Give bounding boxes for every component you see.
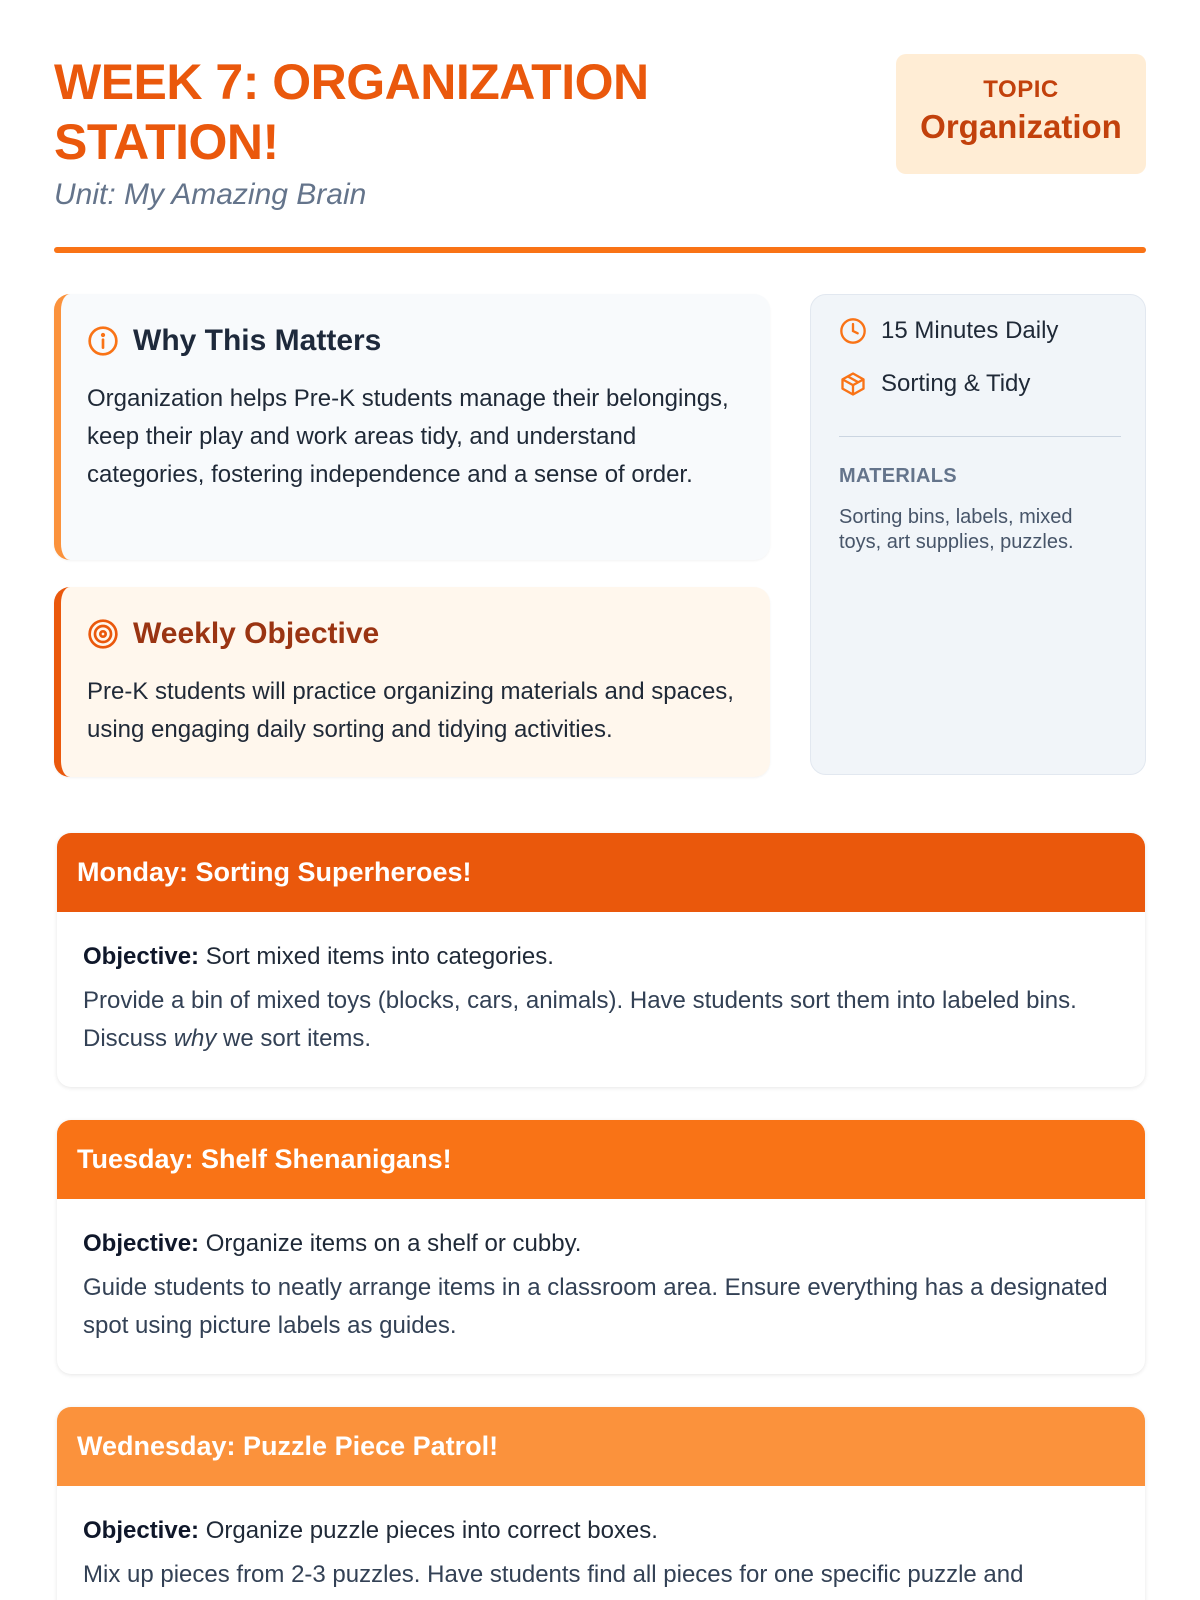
clock-icon bbox=[839, 317, 867, 345]
description-text-end: we sort items. bbox=[216, 1025, 372, 1052]
day-card-wednesday bbox=[57, 1407, 1145, 1600]
description-emphasis: why bbox=[173, 1025, 217, 1052]
page-title: WEEK 7: ORGANIZATION STATION! bbox=[54, 54, 649, 170]
activity-info-panel bbox=[810, 294, 1146, 775]
duration-label: 15 Minutes Daily bbox=[881, 317, 1059, 344]
duration-row bbox=[839, 317, 1058, 345]
objective-text: Organize puzzle pieces into correct boxes. bbox=[199, 1517, 658, 1544]
lesson-plan-page bbox=[54, 0, 1146, 1588]
info-icon bbox=[87, 325, 119, 357]
unit-subtitle: Unit: My Amazing Brain bbox=[54, 178, 367, 211]
objective-card-text: Pre-K students will practice organizing materials and spaces, using engaging daily sorting and tidying activities. bbox=[87, 678, 734, 743]
why-this-matters-card bbox=[54, 294, 770, 560]
page-header bbox=[54, 0, 1146, 254]
day-body bbox=[57, 1486, 1145, 1594]
description-text: Provide a bin of mixed toys (blocks, cars, animals). Have students sort them into labeled bins. Discuss bbox=[83, 987, 1077, 1052]
day-card-monday bbox=[57, 833, 1145, 1087]
materials-list: Sorting bins, labels, mixed toys, art supplies, puzzles. bbox=[839, 506, 1074, 553]
day-title: Wednesday: Puzzle Piece Patrol! bbox=[57, 1407, 1145, 1486]
header-divider bbox=[54, 247, 1146, 253]
day-objective bbox=[83, 942, 1119, 972]
topic-badge bbox=[896, 54, 1146, 174]
topic-label: TOPIC bbox=[983, 76, 1059, 103]
day-body bbox=[57, 1199, 1145, 1345]
objective-label: Objective: bbox=[83, 1517, 200, 1544]
why-card-title: Why This Matters bbox=[133, 324, 382, 357]
day-card-tuesday bbox=[57, 1120, 1145, 1374]
weekly-objective-card bbox=[54, 587, 770, 777]
day-description bbox=[83, 982, 1119, 1058]
day-description: Guide students to neatly arrange items in a classroom area. Ensure everything has a designated spot using picture labels as guides. bbox=[83, 1274, 1108, 1339]
objective-label: Objective: bbox=[83, 943, 200, 970]
target-icon bbox=[87, 618, 119, 650]
activity-type-row bbox=[839, 370, 1030, 398]
topic-value: Organization bbox=[920, 108, 1122, 145]
objective-card-title: Weekly Objective bbox=[133, 617, 380, 650]
day-description: Mix up pieces from 2-3 puzzles. Have students find all pieces for one specific puzzle and bbox=[83, 1561, 1024, 1588]
objective-text: Organize items on a shelf or cubby. bbox=[199, 1230, 582, 1257]
objective-card-header bbox=[87, 617, 379, 651]
day-title: Monday: Sorting Superheroes! bbox=[57, 833, 1145, 912]
day-objective bbox=[83, 1229, 1119, 1259]
day-objective bbox=[83, 1516, 1119, 1546]
objective-text: Sort mixed items into categories. bbox=[199, 943, 554, 970]
day-body bbox=[57, 912, 1145, 1058]
why-card-header bbox=[87, 324, 381, 358]
activity-type-label: Sorting & Tidy bbox=[881, 370, 1031, 397]
objective-label: Objective: bbox=[83, 1230, 200, 1257]
materials-heading: MATERIALS bbox=[839, 465, 957, 487]
panel-divider bbox=[839, 436, 1121, 437]
why-card-text: Organization helps Pre-K students manage their belongings, keep their play and work areas tidy, and understand categories, fostering independence and a sense of order. bbox=[87, 385, 729, 488]
day-title: Tuesday: Shelf Shenanigans! bbox=[57, 1120, 1145, 1199]
box-icon bbox=[839, 370, 867, 398]
